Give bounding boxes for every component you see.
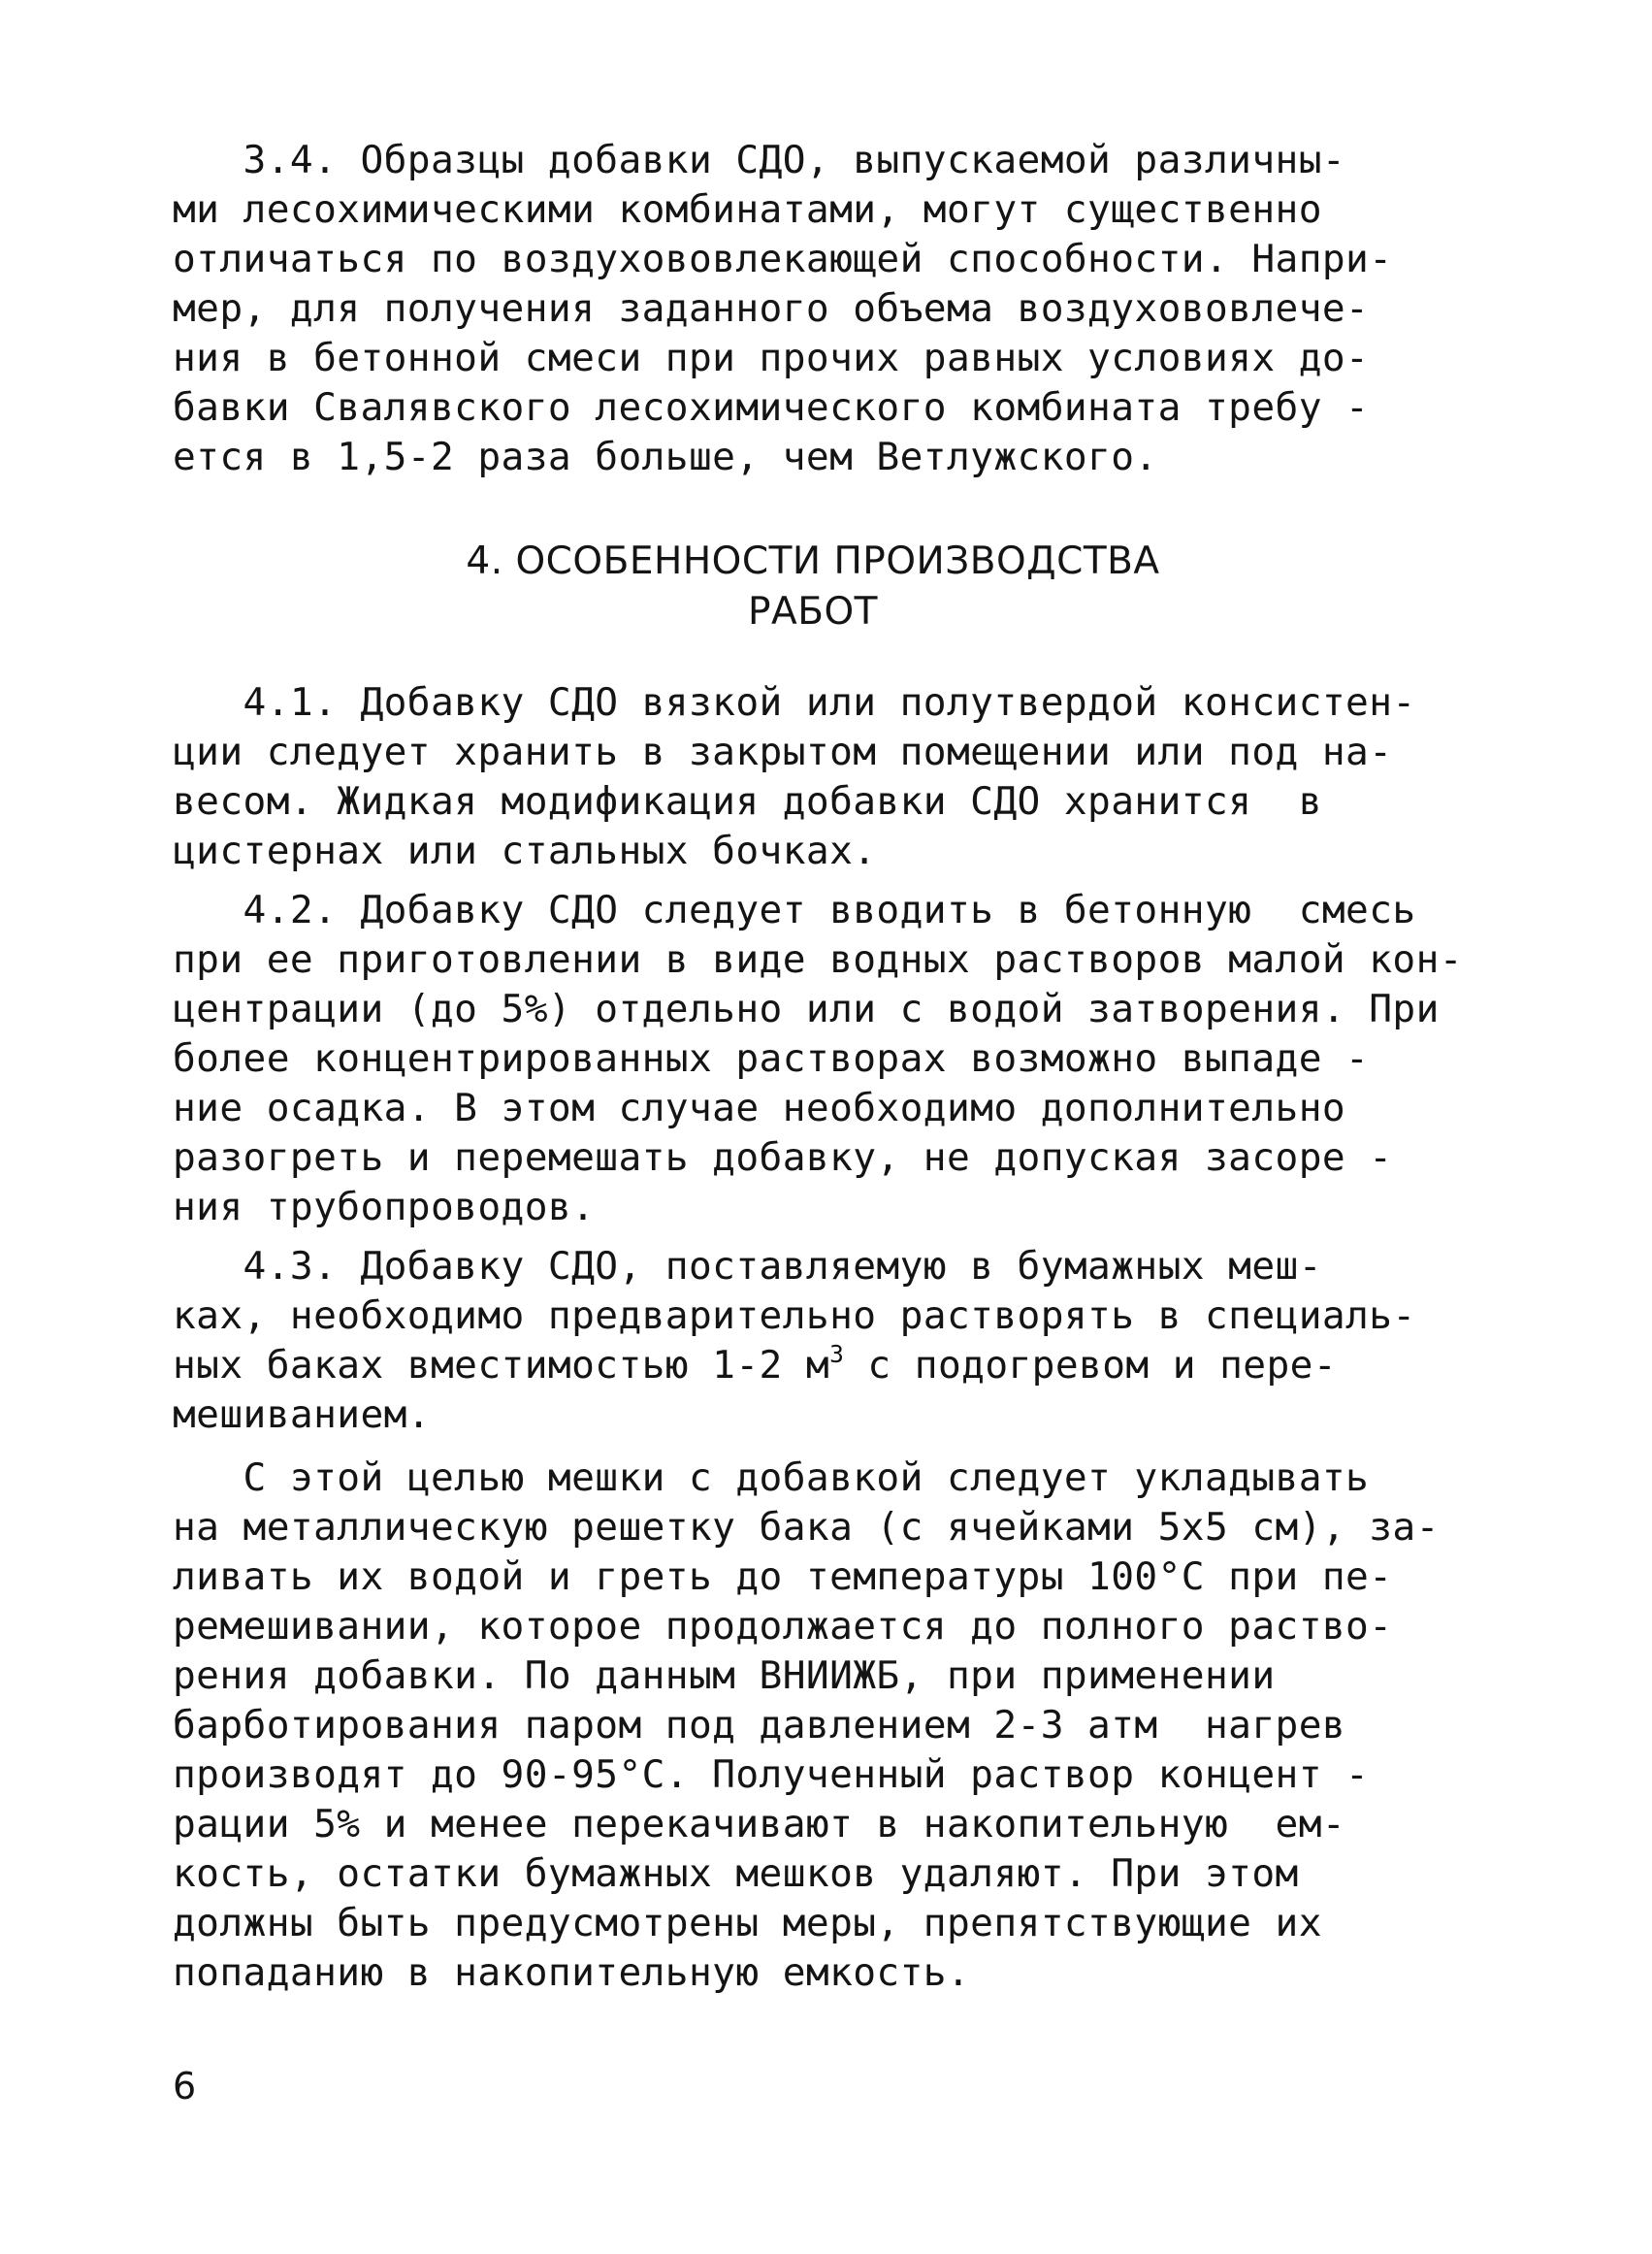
section-heading-line-1: 4. ОСОБЕННОСТИ ПРОИЗВОДСТВА	[466, 539, 1160, 583]
text-line: бавки Свалявского лесохимического комбината требу -	[173, 385, 1370, 430]
text-line: ми лесохимическими комбинатами, могут существенно	[173, 187, 1322, 232]
text-line: ния в бетонной смеси при прочих равных условиях до-	[173, 336, 1370, 380]
text-line: мешиванием.	[173, 1392, 431, 1437]
text-line: попаданию в накопительную емкость.	[173, 1950, 971, 1995]
text-line: производят до 90-95°С. Полученный раствор концент -	[173, 1752, 1370, 1797]
text-line: ния трубопроводов.	[173, 1185, 596, 1229]
text-line-with-superscript	[173, 1341, 1453, 1390]
text-line: барботирования паром под давлением 2-3 атм нагрев	[173, 1703, 1346, 1748]
text-line: 4.1. Добавку СДО вязкой или полутвердой консистен-	[173, 680, 1416, 725]
text-line: при ее приготовлении в виде водных растворов малой кон-	[173, 937, 1463, 982]
document-page	[173, 136, 1463, 1998]
section-heading-line-2: РАБОТ	[748, 590, 878, 634]
text-segment: с подогревом и пере-	[844, 1343, 1338, 1388]
text-line: ется в 1,5-2 раза больше, чем Ветлужского.	[173, 435, 1158, 479]
text-line: мер, для получения заданного объема воздухововлече-	[173, 286, 1370, 331]
text-line: ремешивании, которое продолжается до полного раство-	[173, 1604, 1393, 1649]
paragraph-4-3	[173, 1242, 1453, 1440]
paragraph-4-3-continued	[173, 1454, 1453, 1998]
text-line: весом. Жидкая модификация добавки СДО хранится в	[173, 779, 1322, 824]
paragraph-4-2	[173, 886, 1463, 1232]
text-line: 4.3. Добавку СДО, поставляемую в бумажных меш-	[173, 1244, 1322, 1289]
page-number: 6	[173, 2065, 197, 2107]
text-line: С этой целью мешки с добавкой следует укладывать	[173, 1455, 1370, 1500]
paragraph-4-1	[173, 678, 1453, 876]
text-line: кость, остатки бумажных мешков удаляют. При этом	[173, 1851, 1299, 1896]
text-line: ции следует хранить в закрытом помещении или под на-	[173, 730, 1393, 774]
text-line: рации 5% и менее перекачивают в накопительную ем-	[173, 1802, 1346, 1846]
text-line: на металлическую решетку бака (с ячейками 5х5 см), за-	[173, 1505, 1440, 1550]
section-heading	[173, 537, 1453, 637]
text-segment: ных баках вместимостью 1-2 м	[173, 1343, 830, 1388]
text-line: 4.2. Добавку СДО следует вводить в бетонную смесь	[173, 888, 1416, 932]
text-line: ках, необходимо предварительно растворять в специаль-	[173, 1293, 1416, 1338]
text-line: центрации (до 5%) отдельно или с водой затворения. При	[173, 987, 1440, 1031]
text-line: отличаться по воздухововлекающей способности. Напри-	[173, 237, 1393, 281]
text-line: более концентрированных растворах возможно выпаде -	[173, 1036, 1370, 1081]
text-line: цистернах или стальных бочках.	[173, 829, 877, 873]
text-line: рения добавки. По данным ВНИИЖБ, при применении	[173, 1653, 1276, 1698]
text-line: должны быть предусмотрены меры, препятствующие их	[173, 1901, 1322, 1945]
paragraph-3-4	[173, 136, 1453, 482]
text-line: ливать их водой и греть до температуры 100°С при пе-	[173, 1554, 1393, 1599]
superscript-exponent: 3	[829, 1340, 845, 1369]
text-line: ние осадка. В этом случае необходимо дополнительно	[173, 1086, 1346, 1130]
text-line: разогреть и перемешать добавку, не допуская засоре -	[173, 1135, 1393, 1180]
text-line: 3.4. Образцы добавки СДО, выпускаемой различны-	[173, 138, 1346, 182]
